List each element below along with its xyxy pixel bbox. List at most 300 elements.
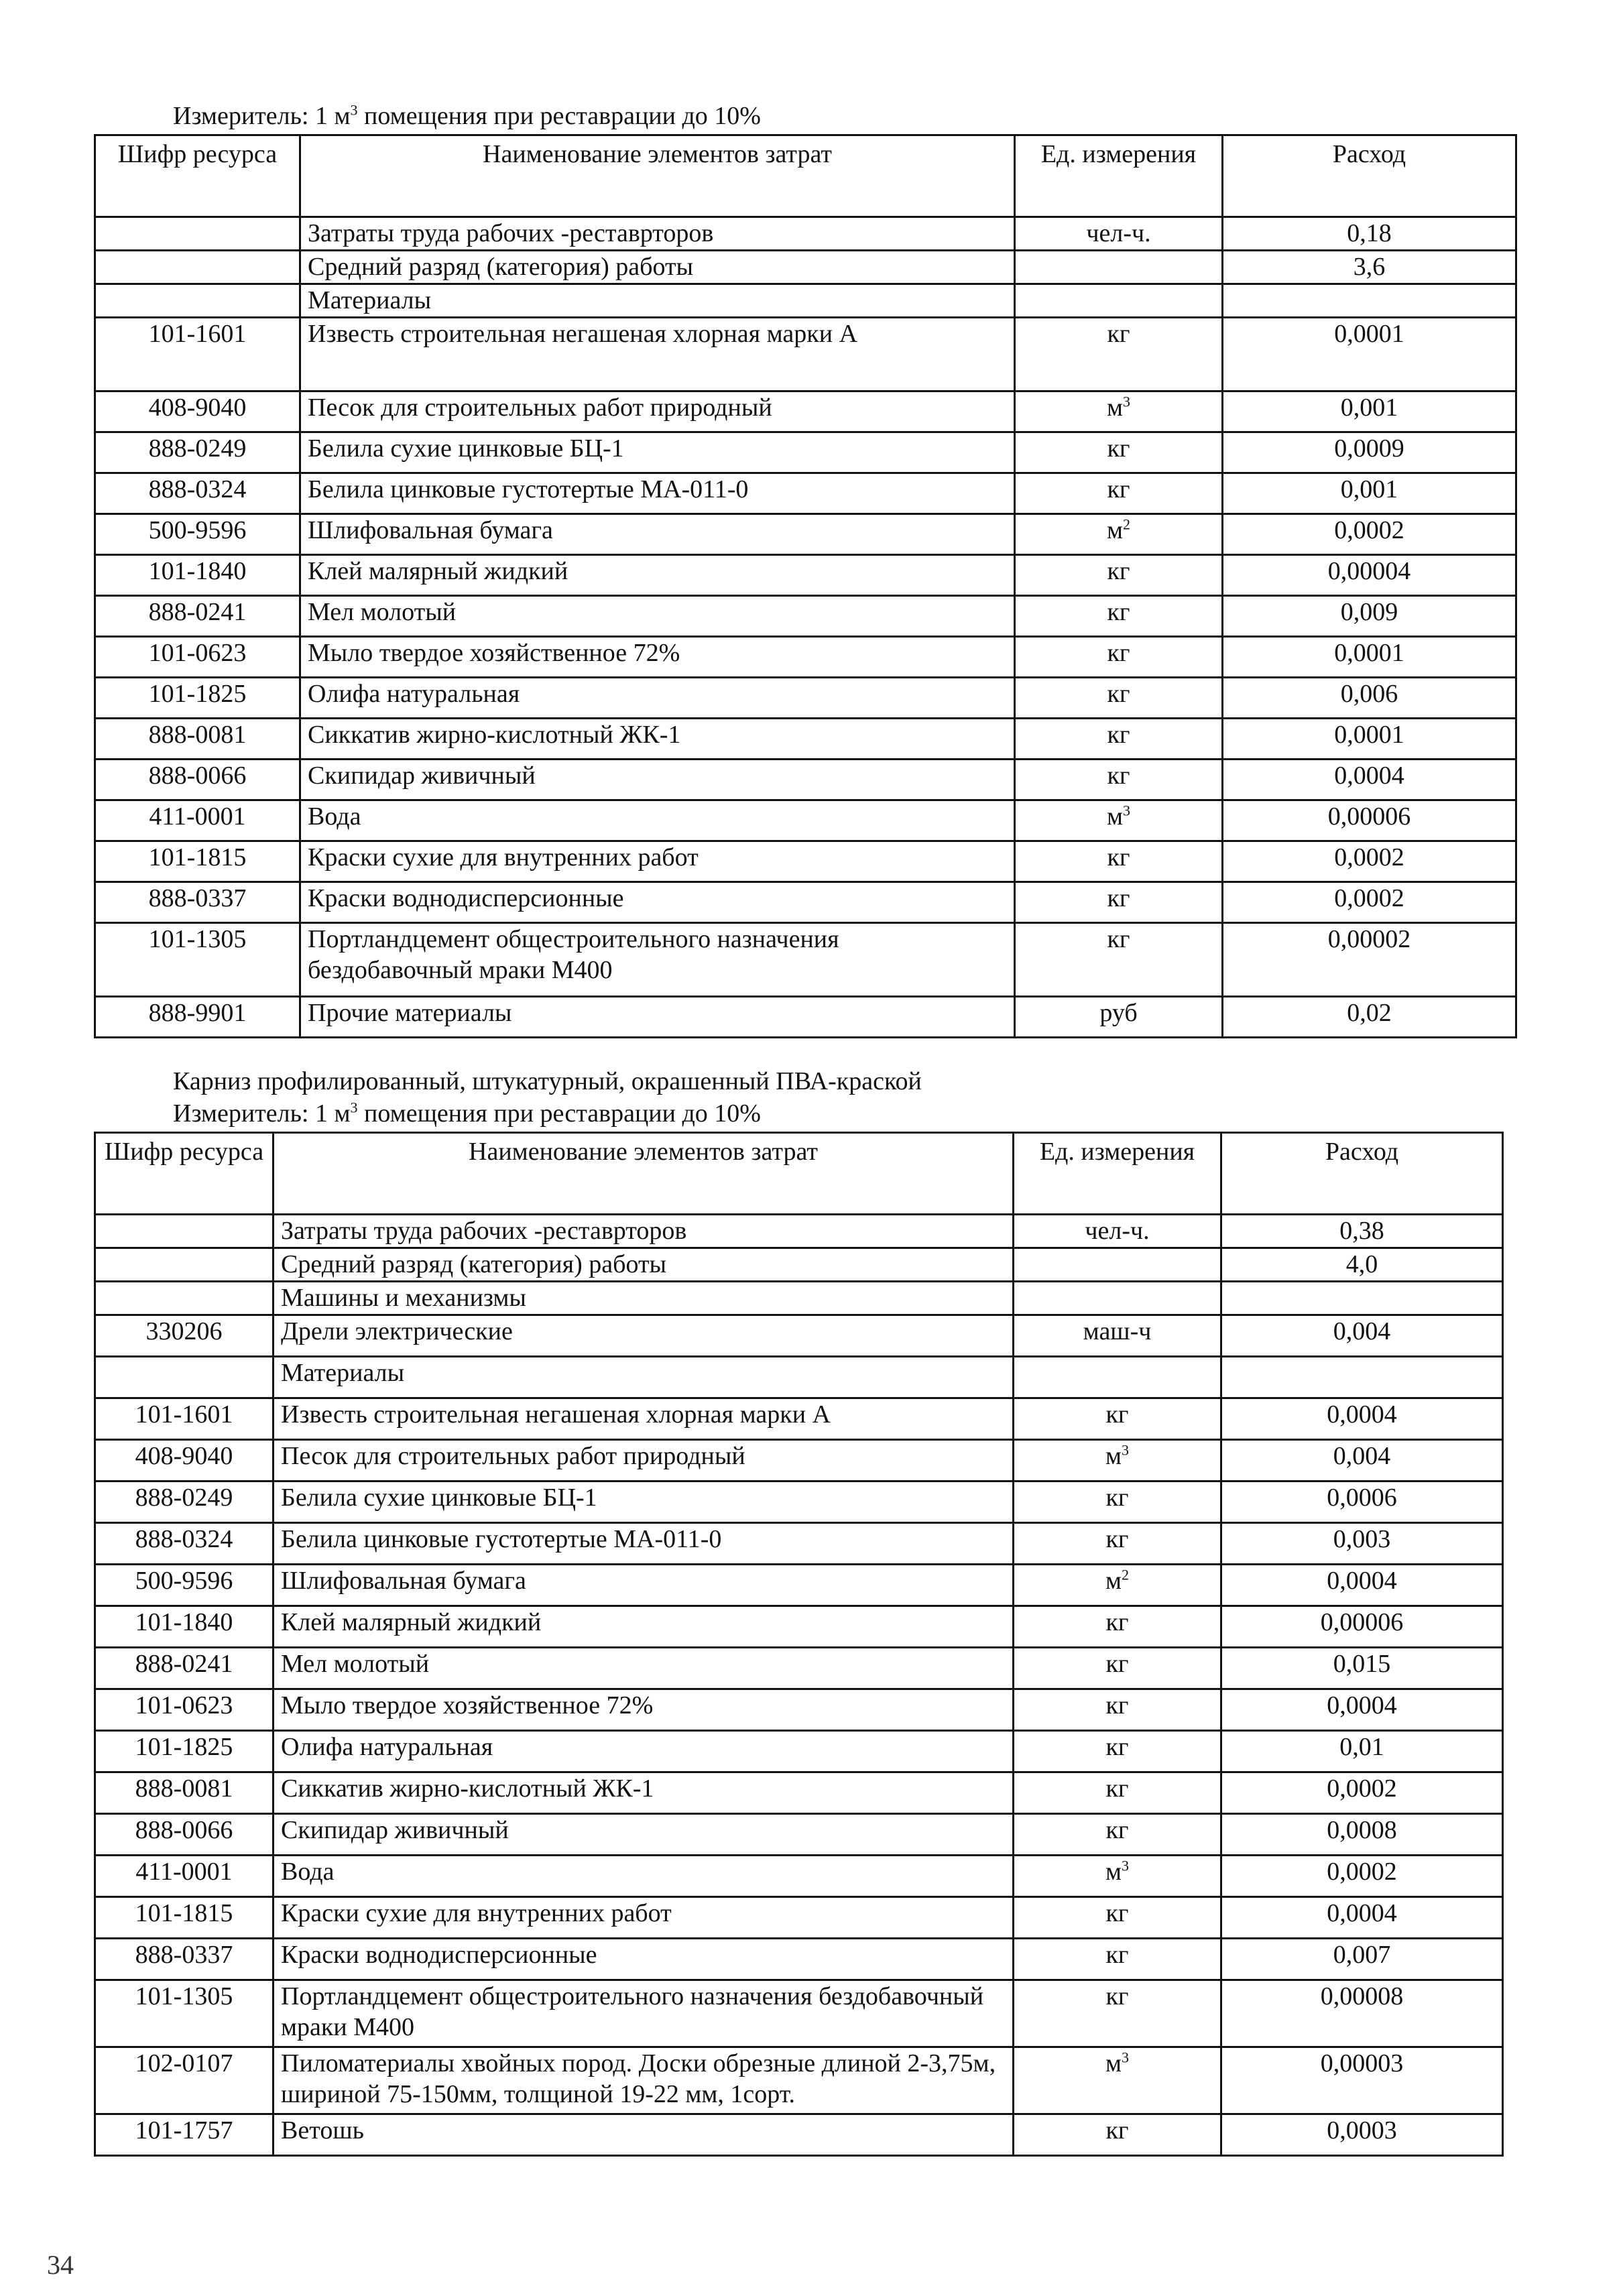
cell-value xyxy=(1221,1482,1503,1523)
cell-code-text: 101-0623 xyxy=(135,1691,233,1719)
cell-code-text: 101-1757 xyxy=(135,2116,233,2144)
unit-superscript: 2 xyxy=(1122,1566,1130,1583)
cell-value-text: 3,6 xyxy=(1353,253,1386,281)
cell-code-text: 101-1825 xyxy=(148,680,247,708)
table-header-row xyxy=(95,135,1516,217)
cell-name-text: Портландцемент общестроительного назначения бездобавочный мраки М400 xyxy=(308,925,839,984)
measure-suffix-2: помещения при реставрации до 10% xyxy=(357,1099,761,1128)
cell-value xyxy=(1223,637,1516,678)
cell-name-text: Средний разряд (категория) работы xyxy=(281,1250,667,1278)
cell-unit xyxy=(1015,514,1223,555)
cell-code xyxy=(95,1215,274,1248)
cell-name-text: Песок для строительных работ природный xyxy=(281,1442,745,1470)
cell-unit-text: кг xyxy=(1105,1982,1129,2010)
cell-value-text: 0,0002 xyxy=(1334,516,1404,544)
cell-unit xyxy=(1014,1648,1221,1689)
cell-unit-text: кг xyxy=(1105,1733,1129,1761)
cell-name xyxy=(300,997,1015,1038)
cell-unit xyxy=(1014,1440,1221,1482)
cell-name xyxy=(300,217,1015,251)
table-row xyxy=(95,800,1516,841)
resource-table-2 xyxy=(94,1132,1504,2157)
cell-unit-text: кг xyxy=(1107,434,1130,463)
cell-value xyxy=(1221,1440,1503,1482)
cell-name xyxy=(274,1440,1014,1482)
cell-name-text: Белила цинковые густотертые МА-011-0 xyxy=(308,475,749,503)
cell-name-text: Краски сухие для внутренних работ xyxy=(308,843,699,871)
cell-code-text: 500-9596 xyxy=(135,1567,233,1595)
cell-value xyxy=(1221,2114,1503,2156)
cell-value xyxy=(1221,1523,1503,1565)
cell-unit-text: кг xyxy=(1105,1816,1129,1844)
cell-name xyxy=(300,318,1015,391)
table-row xyxy=(95,1980,1503,2047)
cell-unit-text: кг xyxy=(1107,320,1130,348)
cell-value xyxy=(1223,514,1516,555)
cell-name-text: Мыло твердое хозяйственное 72% xyxy=(281,1691,654,1719)
cell-value xyxy=(1221,1282,1503,1315)
cell-unit xyxy=(1015,318,1223,391)
cell-code xyxy=(95,800,300,841)
cell-unit-text: кг xyxy=(1105,1650,1129,1678)
table-row xyxy=(95,882,1516,923)
cell-value-text: 0,004 xyxy=(1333,1317,1391,1345)
cell-unit xyxy=(1015,760,1223,800)
cell-code xyxy=(95,1565,274,1606)
cell-code-text: 101-1815 xyxy=(148,843,247,871)
cell-unit-text: чел-ч. xyxy=(1085,1217,1150,1245)
cell-value-text: 0,0006 xyxy=(1327,1484,1397,1512)
cell-value-text: 0,007 xyxy=(1333,1941,1391,1969)
cell-unit-text: кг xyxy=(1107,680,1130,708)
measure-caption-1 xyxy=(173,101,761,131)
cell-unit xyxy=(1014,1215,1221,1248)
cell-name xyxy=(274,1939,1014,1980)
table-row xyxy=(95,1731,1503,1772)
cell-unit xyxy=(1015,678,1223,719)
cell-code-text: 888-0249 xyxy=(135,1484,233,1512)
cell-value xyxy=(1221,1398,1503,1440)
cell-code-text: 408-9040 xyxy=(135,1442,233,1470)
table-row xyxy=(95,1282,1503,1315)
cell-name-text: Белила цинковые густотертые МА-011-0 xyxy=(281,1525,722,1553)
table-row xyxy=(95,841,1516,882)
cell-name-text: Мел молотый xyxy=(308,598,457,626)
cell-unit xyxy=(1014,1772,1221,1814)
cell-name xyxy=(274,1731,1014,1772)
cell-code-text: 411-0001 xyxy=(135,1858,233,1886)
table-row xyxy=(95,1606,1503,1648)
cell-unit xyxy=(1014,1689,1221,1731)
cell-value xyxy=(1221,1315,1503,1357)
table-row xyxy=(95,1897,1503,1939)
cell-name-text: Краски сухие для внутренних работ xyxy=(281,1899,672,1927)
cell-value-text: 0,18 xyxy=(1347,219,1392,247)
cell-unit-text: кг xyxy=(1107,475,1130,503)
cell-value xyxy=(1223,596,1516,637)
cell-unit xyxy=(1015,841,1223,882)
table-row xyxy=(95,1398,1503,1440)
cell-unit-text: кг xyxy=(1107,762,1130,790)
cell-code xyxy=(95,1939,274,1980)
cell-value xyxy=(1223,217,1516,251)
cell-value-text: 4,0 xyxy=(1345,1250,1378,1278)
cell-name xyxy=(300,800,1015,841)
cell-name-text: Известь строительная негашеная хлорная марки А xyxy=(281,1400,831,1429)
unit-superscript: 3 xyxy=(1123,802,1131,819)
header-unit: Ед. измерения xyxy=(1015,135,1223,217)
cell-value-text: 0,001 xyxy=(1340,475,1398,503)
cell-name xyxy=(274,1689,1014,1731)
measure-suffix-1: помещения при реставрации до 10% xyxy=(357,102,761,130)
table-row xyxy=(95,391,1516,432)
cell-code xyxy=(95,1523,274,1565)
cell-unit xyxy=(1014,1565,1221,1606)
cell-unit-text: кг xyxy=(1107,843,1130,871)
cell-name-text: Прочие материалы xyxy=(308,999,512,1027)
cell-value-text: 0,006 xyxy=(1340,680,1398,708)
cell-name-text: Белила сухие цинковые БЦ-1 xyxy=(281,1484,597,1512)
cell-unit-text: кг xyxy=(1107,557,1130,585)
cell-value xyxy=(1221,1689,1503,1731)
cell-unit-text: кг xyxy=(1107,598,1130,626)
cell-name xyxy=(300,473,1015,514)
cell-unit xyxy=(1015,555,1223,596)
cell-unit-text: м xyxy=(1105,1858,1122,1886)
cell-unit xyxy=(1014,1980,1221,2047)
cell-code-text: 101-0623 xyxy=(148,639,247,667)
cell-unit-text: кг xyxy=(1107,884,1130,912)
cell-code xyxy=(95,997,300,1038)
cell-name-text: Портландцемент общестроительного назначения бездобавочный мраки М400 xyxy=(281,1982,984,2041)
cell-value xyxy=(1221,1215,1503,1248)
cell-name-text: Клей малярный жидкий xyxy=(308,557,568,585)
cell-unit xyxy=(1015,251,1223,284)
cell-unit-text: кг xyxy=(1107,639,1130,667)
cell-code-text: 888-0066 xyxy=(135,1816,233,1844)
cell-code-text: 888-0249 xyxy=(148,434,247,463)
table-row xyxy=(95,997,1516,1038)
cell-unit xyxy=(1015,284,1223,318)
cell-code xyxy=(95,678,300,719)
measure-sup-2: 3 xyxy=(350,1099,358,1116)
cell-value xyxy=(1221,1772,1503,1814)
cell-name xyxy=(274,2114,1014,2156)
cell-value-text: 0,0004 xyxy=(1327,1691,1397,1719)
cell-code xyxy=(95,473,300,514)
cell-code xyxy=(95,391,300,432)
cell-unit-text: м xyxy=(1106,394,1124,422)
cell-name-text: Мыло твердое хозяйственное 72% xyxy=(308,639,680,667)
cell-code-text: 888-0241 xyxy=(135,1650,233,1678)
cell-unit xyxy=(1014,1282,1221,1315)
cell-code-text: 101-1601 xyxy=(135,1400,233,1429)
cell-unit-text: м xyxy=(1105,1567,1122,1595)
cell-value-text: 0,0001 xyxy=(1334,320,1404,348)
cell-unit xyxy=(1014,1897,1221,1939)
cell-code xyxy=(95,1772,274,1814)
cell-unit xyxy=(1015,391,1223,432)
header-value: Расход xyxy=(1221,1133,1503,1215)
cell-code-text: 888-0081 xyxy=(135,1774,233,1803)
cell-name xyxy=(300,514,1015,555)
cell-unit xyxy=(1015,923,1223,997)
cell-name xyxy=(300,596,1015,637)
cell-code-text: 102-0107 xyxy=(135,2049,233,2077)
cell-code xyxy=(95,841,300,882)
cell-code-text: 101-1305 xyxy=(135,1982,233,2010)
cell-unit-text: кг xyxy=(1107,721,1130,749)
cell-value xyxy=(1223,678,1516,719)
cell-code xyxy=(95,1856,274,1897)
cell-name-text: Ветошь xyxy=(281,2116,364,2144)
cell-name xyxy=(274,1565,1014,1606)
cell-unit xyxy=(1014,1814,1221,1856)
cell-unit xyxy=(1014,1248,1221,1282)
cell-code xyxy=(95,637,300,678)
cell-name xyxy=(274,1648,1014,1689)
cell-value-text: 0,0001 xyxy=(1334,721,1404,749)
header-name: Наименование элементов затрат xyxy=(300,135,1015,217)
cell-name xyxy=(274,2047,1014,2114)
cell-value xyxy=(1223,284,1516,318)
cell-name-text: Мел молотый xyxy=(281,1650,430,1678)
cell-value-text: 0,00004 xyxy=(1327,557,1411,585)
cell-code xyxy=(95,1606,274,1648)
cell-value xyxy=(1223,473,1516,514)
cell-value xyxy=(1221,1606,1503,1648)
cell-code xyxy=(95,1282,274,1315)
header-name: Наименование элементов затрат xyxy=(274,1133,1014,1215)
cell-value-text: 0,00006 xyxy=(1327,802,1411,831)
cell-value xyxy=(1221,1856,1503,1897)
cell-name-text: Песок для строительных работ природный xyxy=(308,394,772,422)
cell-name xyxy=(274,1215,1014,1248)
cell-value-text: 0,015 xyxy=(1333,1650,1391,1678)
cell-code-text: 888-9901 xyxy=(148,999,247,1027)
cell-value-text: 0,0004 xyxy=(1327,1567,1397,1595)
cell-name xyxy=(300,555,1015,596)
cell-unit xyxy=(1015,882,1223,923)
cell-name-text: Шлифовальная бумага xyxy=(308,516,553,544)
table-row xyxy=(95,2047,1503,2114)
measure-prefix-1: Измеритель: 1 м xyxy=(173,102,351,130)
cell-name xyxy=(300,432,1015,473)
cell-name-text: Материалы xyxy=(281,1359,405,1387)
cell-code xyxy=(95,555,300,596)
table-row xyxy=(95,318,1516,391)
cell-code xyxy=(95,1398,274,1440)
cell-value xyxy=(1223,882,1516,923)
cell-name xyxy=(274,1282,1014,1315)
cell-value xyxy=(1223,555,1516,596)
cell-code xyxy=(95,1248,274,1282)
cell-code xyxy=(95,1689,274,1731)
cell-value xyxy=(1221,1980,1503,2047)
cell-code-text: 888-0324 xyxy=(135,1525,233,1553)
cell-name xyxy=(274,1897,1014,1939)
cell-unit-text: кг xyxy=(1105,1899,1129,1927)
cell-unit xyxy=(1014,2047,1221,2114)
cell-name xyxy=(274,1315,1014,1357)
cell-unit-text: м xyxy=(1105,2049,1122,2077)
cell-name-text: Краски воднодисперсионные xyxy=(308,884,624,912)
cell-code-text: 500-9596 xyxy=(148,516,247,544)
cell-code xyxy=(95,1814,274,1856)
cell-unit-text: кг xyxy=(1105,1691,1129,1719)
table-row xyxy=(95,596,1516,637)
table-body-2 xyxy=(95,1215,1503,2156)
cell-value xyxy=(1223,841,1516,882)
cell-value-text: 0,0001 xyxy=(1334,639,1404,667)
cell-name xyxy=(300,841,1015,882)
cell-value-text: 0,0004 xyxy=(1327,1899,1397,1927)
cell-value xyxy=(1223,800,1516,841)
cell-unit xyxy=(1014,1856,1221,1897)
table-row xyxy=(95,1565,1503,1606)
table-row xyxy=(95,2114,1503,2156)
cell-value xyxy=(1221,1248,1503,1282)
table-row xyxy=(95,217,1516,251)
cell-code-text: 888-0066 xyxy=(148,762,247,790)
table-row xyxy=(95,1814,1503,1856)
cell-code xyxy=(95,217,300,251)
table-row xyxy=(95,251,1516,284)
measure-caption-2 xyxy=(173,1098,761,1129)
cell-code xyxy=(95,882,300,923)
cell-value xyxy=(1223,432,1516,473)
cell-unit xyxy=(1015,432,1223,473)
cell-unit xyxy=(1015,997,1223,1038)
cell-name xyxy=(274,1248,1014,1282)
cell-value-text: 0,0009 xyxy=(1334,434,1404,463)
cell-name xyxy=(274,1980,1014,2047)
cell-code xyxy=(95,923,300,997)
cell-unit xyxy=(1015,217,1223,251)
table-row xyxy=(95,514,1516,555)
cell-unit-text: кг xyxy=(1105,1608,1129,1636)
cell-unit-text: маш-ч xyxy=(1083,1317,1152,1345)
table-row xyxy=(95,678,1516,719)
cell-value-text: 0,009 xyxy=(1340,598,1398,626)
measure-sup-1: 3 xyxy=(350,101,358,119)
cell-name-text: Олифа натуральная xyxy=(308,680,520,708)
unit-superscript: 3 xyxy=(1122,1857,1130,1874)
cell-code-text: 888-0337 xyxy=(148,884,247,912)
header-code: Шифр ресурса xyxy=(95,135,300,217)
unit-superscript: 2 xyxy=(1123,516,1131,533)
cell-code-text: 411-0001 xyxy=(149,802,246,831)
cell-name xyxy=(274,1772,1014,1814)
cell-name xyxy=(300,719,1015,760)
cell-unit xyxy=(1014,1523,1221,1565)
cell-unit xyxy=(1014,1398,1221,1440)
cell-code-text: 888-0337 xyxy=(135,1941,233,1969)
cell-value xyxy=(1221,1648,1503,1689)
table-row xyxy=(95,637,1516,678)
cell-code xyxy=(95,1315,274,1357)
table-row xyxy=(95,1215,1503,1248)
cell-value-text: 0,00006 xyxy=(1320,1608,1404,1636)
cell-code xyxy=(95,432,300,473)
header-code: Шифр ресурса xyxy=(95,1133,274,1215)
cell-code-text: 101-1815 xyxy=(135,1899,233,1927)
cell-name-text: Клей малярный жидкий xyxy=(281,1608,542,1636)
cell-value xyxy=(1221,1814,1503,1856)
cell-name-text: Затраты труда рабочих -реставрторов xyxy=(281,1217,687,1245)
cell-name-text: Пиломатериалы хвойных пород. Доски обрезные длиной 2-3,75м, шириной 75-150мм, толщиной 19-22 мм, 1сорт. xyxy=(281,2049,996,2108)
cell-value xyxy=(1223,923,1516,997)
cell-name-text: Скипидар живичный xyxy=(281,1816,509,1844)
cell-value-text: 0,0004 xyxy=(1327,1400,1397,1429)
table-row xyxy=(95,923,1516,997)
table-row xyxy=(95,1248,1503,1282)
cell-code xyxy=(95,596,300,637)
cell-code xyxy=(95,1440,274,1482)
cell-name-text: Олифа натуральная xyxy=(281,1733,493,1761)
table-row xyxy=(95,1523,1503,1565)
cell-value-text: 0,003 xyxy=(1333,1525,1391,1553)
cell-unit xyxy=(1014,1606,1221,1648)
cell-name xyxy=(274,1606,1014,1648)
cell-unit xyxy=(1014,1939,1221,1980)
cell-value-text: 0,00003 xyxy=(1320,2049,1404,2077)
cell-value-text: 0,00002 xyxy=(1327,925,1411,953)
cell-code xyxy=(95,2047,274,2114)
cell-unit xyxy=(1015,800,1223,841)
cell-value xyxy=(1221,1897,1503,1939)
cell-unit xyxy=(1015,719,1223,760)
cell-name xyxy=(300,678,1015,719)
cell-unit-text: кг xyxy=(1105,1525,1129,1553)
cell-value-text: 0,38 xyxy=(1339,1217,1384,1245)
table-row xyxy=(95,1315,1503,1357)
cell-code xyxy=(95,1897,274,1939)
table-row xyxy=(95,473,1516,514)
cell-value xyxy=(1223,997,1516,1038)
cell-name-text: Средний разряд (категория) работы xyxy=(308,253,694,281)
table-row xyxy=(95,1648,1503,1689)
cell-value xyxy=(1223,318,1516,391)
cell-value xyxy=(1223,760,1516,800)
cell-unit xyxy=(1014,1357,1221,1398)
cell-value-text: 0,0002 xyxy=(1327,1858,1397,1886)
cell-name xyxy=(274,1398,1014,1440)
cell-code xyxy=(95,760,300,800)
cell-value-text: 0,0003 xyxy=(1327,2116,1397,2144)
cell-unit xyxy=(1014,1731,1221,1772)
table-row xyxy=(95,284,1516,318)
unit-superscript: 3 xyxy=(1122,2049,1130,2066)
cell-name-text: Скипидар живичный xyxy=(308,762,536,790)
cell-name xyxy=(300,251,1015,284)
page-number: 34 xyxy=(47,2250,74,2280)
table-row xyxy=(95,1772,1503,1814)
cell-value xyxy=(1221,1565,1503,1606)
cell-name-text: Белила сухие цинковые БЦ-1 xyxy=(308,434,624,463)
cell-unit-text: кг xyxy=(1105,1774,1129,1803)
cell-value xyxy=(1223,391,1516,432)
table-row xyxy=(95,1440,1503,1482)
table-body-1 xyxy=(95,217,1516,1038)
table-row xyxy=(95,760,1516,800)
cell-code xyxy=(95,284,300,318)
cell-name-text: Сиккатив жирно-кислотный ЖК-1 xyxy=(308,721,681,749)
cell-name-text: Материалы xyxy=(308,286,432,314)
cell-code xyxy=(95,1482,274,1523)
cell-code-text: 408-9040 xyxy=(148,394,247,422)
cell-value-text: 0,0002 xyxy=(1327,1774,1397,1803)
